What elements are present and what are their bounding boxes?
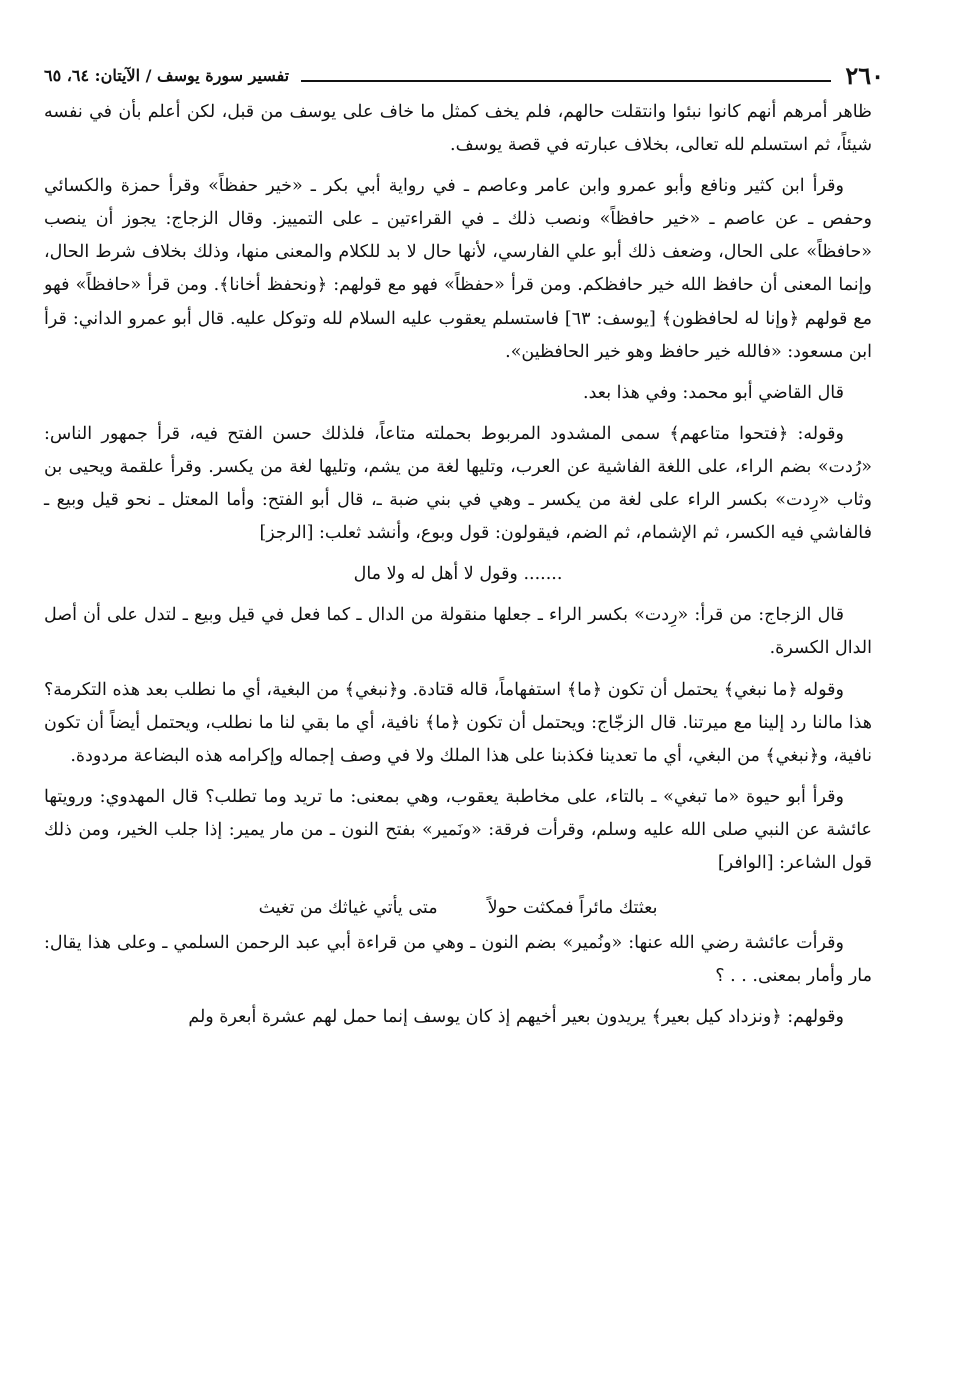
paragraph-6: وقوله ﴿ما نبغي﴾ يحتمل أن تكون ﴿ما﴾ استفهاماً، قاله قتادة. و﴿نبغي﴾ من البغية، أي ما نطلب بعد هذه التكرمة؟ هذا مالنا رد إلينا مع ميرتنا. قال الزجّاج: ويحتمل أن تكون ﴿ما﴾ نافية، أي ما بقي لنا ما نطلب، ويحتمل أيضاً أن تكون نافية، و﴿نبغي﴾ من البغي، أي ما تعدينا فكذبنا على هذا الملك ولا في وصف إجماله وإكرامه هذه البضاعة مردودة. bbox=[44, 679, 872, 766]
poetry-verse bbox=[44, 892, 872, 925]
paragraph-1: ظاهر أمرهم أنهم كانوا نبئوا وانتقلت حالهم، فلم يخف كمثل ما خاف على يوسف من قبل، لكن أعلم بأن في نفسه شيئاً، ثم استسلم لله تعالى، بخلاف عبارته في قصة يوسف. bbox=[44, 102, 872, 156]
verse-fragment: ....... وقول لا أهل له ولا مال bbox=[353, 564, 563, 585]
paragraph-3: قال القاضي أبو محمد: وفي هذا بعد. bbox=[583, 382, 844, 403]
running-header bbox=[44, 58, 884, 92]
paragraph-7: وقرأ أبو حيوة «ما تبغي» ـ بالتاء، على مخاطبة يعقوب، وهي بمعنى: ما تريد وما تطلب؟ قال المهدوي: ورويتها عائشة عن النبي صلى الله عليه وسلم، وقرأت فرقة: «ونَمير» بفتح النون ـ من مار يمير: إذا جلب الخير، ومن ذلك قول الشاعر: [الوافر] bbox=[44, 786, 872, 873]
paragraph-9: وقولهم: ﴿ونزداد كيل بعير﴾ يريدون بعير أخيهم إذ كان يوسف إنما حمل لهم عشرة أبعرة ولم bbox=[188, 1007, 844, 1028]
verse-second-half: متى يأتي غياثك من تغيث bbox=[258, 898, 438, 919]
paragraph-2: وقرأ ابن كثير ونافع وأبو عمرو وابن عامر وعاصم ـ في رواية أبي بكر ـ «خير حفظاً» وقرأ حمزة والكسائي وحفص ـ عن عاصم ـ «خير حافظاً» ونصب ذلك ـ في القراءتين ـ على التمييز. وقال الزجاج: يجوز أن ينصب «حافظاً» على الحال، وضعف ذلك أبو علي الفارسي، لأنها حال لا بد للكلام والمعنى منها، وذلك بخلاف شرط الحال، وإنما المعنى أن حافظ الله خير حافظكم. ومن قرأ «حفظاً» فهو مع قولهم: ﴿ونحفظ أخانا﴾. ومن قرأ «حافظاً» فهو مع قولهم ﴿وإنا له لحافظون﴾ [يوسف: ٦٣] فاستسلم يعقوب عليه السلام لله وتوكل عليه. قال أبو عمرو الداني: قرأ ابن مسعود: «فالله خير حافظ وهو خير الحافظين». bbox=[44, 176, 872, 362]
paragraph-4: وقوله: ﴿فتحوا متاعهم﴾ سمى المشدود المربوط بحملته متاعاً، فلذلك حسن الفتح فيه، قرأ جمهور الناس: «رُدت» بضم الراء، على اللغة الفاشية عن العرب، وتليها لغة من يشم، وتليها لغة من يكسر. وقرأ علقمة ويحيى بن وثاب «رِدت» بكسر الراء على لغة من يكسر ـ وهي في بني ضبة ـ، قال أبو الفتح: وأما المعتل ـ نحو قيل وبيع ـ فالفاشي فيه الكسر، ثم الإشمام، ثم الضم، فيقولون: قول وبوع، وأنشد ثعلب: [الرجز] bbox=[44, 423, 872, 544]
paragraph-5: قال الزجاج: من قرأ: «رِدت» بكسر الراء ـ جعلها منقولة من الدال ـ كما فعل في قيل وبيع ـ لتدل على أن أصل الدال الكسرة. bbox=[44, 605, 872, 659]
verse-first-half: بعثتك مائراً فمكثت حولاً bbox=[487, 898, 658, 919]
header-rule bbox=[301, 80, 831, 82]
paragraph-8: وقرأت عائشة رضي الله عنها: «ونُمير» بضم النون ـ وهي من قراءة أبي عبد الرحمن السلمي ـ وعلى هذا يقال: مار وأمار بمعنى. . . ؟ bbox=[44, 933, 872, 987]
page-body bbox=[44, 96, 872, 1034]
running-title: تفسير سورة يوسف / الآيتان: ٦٤، ٦٥ bbox=[44, 65, 290, 85]
page-number: ٢٦٠ bbox=[845, 60, 884, 90]
